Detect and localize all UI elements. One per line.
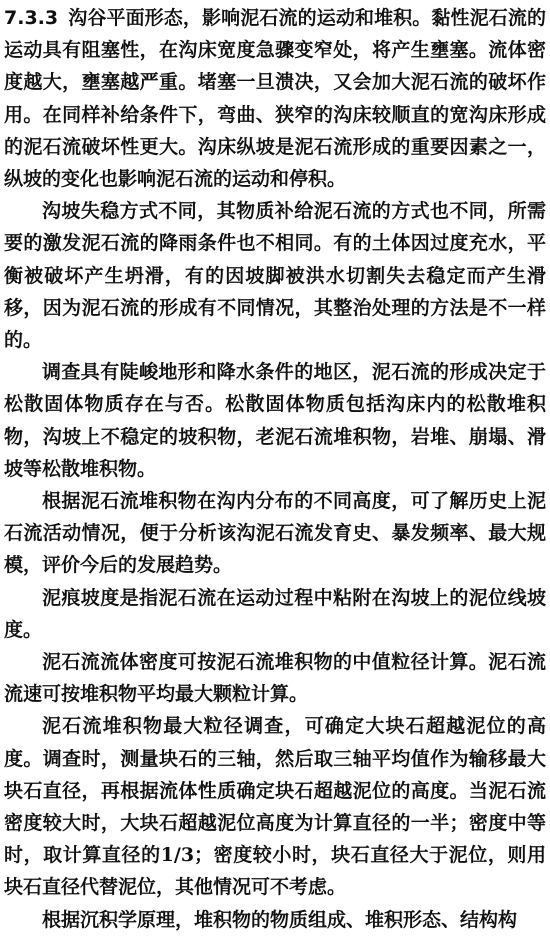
paragraph-1-text: 沟谷平面形态，影响泥石流的运动和堆积。黏性泥石流的运动具有阻塞性，在沟床宽度急骤变窄处，将产生壅塞。流体密度越大，壅塞越严重。堵塞一旦溃决，又会加大泥石流的破坏作用。在同样补给条件下，弯曲、狭窄的沟床较顺直的宽沟床形成的泥石流破坏性更大。沟床纵坡是泥石流形成的重要因素之一，纵坡的变化也影响泥石流的运动和停积。 — [4, 7, 546, 191]
section-number: 7.3.3 — [4, 7, 59, 29]
paragraph-3: 调查具有陡峻地形和降水条件的地区，泥石流的形成决定于松散固体物质存在与否。松散固体物质包括沟床内的松散堆积物，沟坡上不稳定的坡积物，老泥石流堆积物，岩堆、崩塌、滑坡等松散堆积物。 — [4, 361, 546, 480]
paragraph-5: 泥痕坡度是指泥石流在运动过程中粘附在沟坡上的泥位线坡度。 — [4, 586, 546, 641]
paragraph-7: 泥石流堆积物最大粒径调查，可确定大块石超越泥位的高度。调查时，测量块石的三轴，然后取三轴平均值作为输移最大块石直径，再根据流体性质确定块石超越泥位的高度。当泥石流密度较大时，大块石超越泥位高度为计算直径的一半；密度中等时，取计算直径的1/3；密度较小时，块石直径大于泥位，则用块石直径代替泥位，其他情况可不考虑。 — [4, 715, 546, 899]
document-page — [4, 2, 546, 936]
paragraph-8: 根据沉积学原理，堆积物的物质组成、堆积形态、结构构 — [42, 908, 518, 931]
paragraph-6: 泥石流流体密度可按泥石流堆积物的中值粒径计算。泥石流流速可按堆积物平均最大颗粒计算。 — [4, 651, 546, 706]
paragraph-4: 根据泥石流堆积物在沟内分布的不同高度，可了解历史上泥石流活动情况，便于分析该沟泥石流发育史、暴发频率、最大规模，评价今后的发展趋势。 — [4, 490, 546, 577]
paragraph-1 — [4, 2, 546, 195]
paragraph-2: 沟坡失稳方式不同，其物质补给泥石流的方式也不同，所需要的激发泥石流的降雨条件也不相同。有的土体因过度充水，平衡被破坏产生坍滑，有的因坡脚被洪水切割失去稳定而产生滑移，因为泥石流的形成有不同情况，其整治处理的方法是不一样的。 — [4, 200, 546, 352]
